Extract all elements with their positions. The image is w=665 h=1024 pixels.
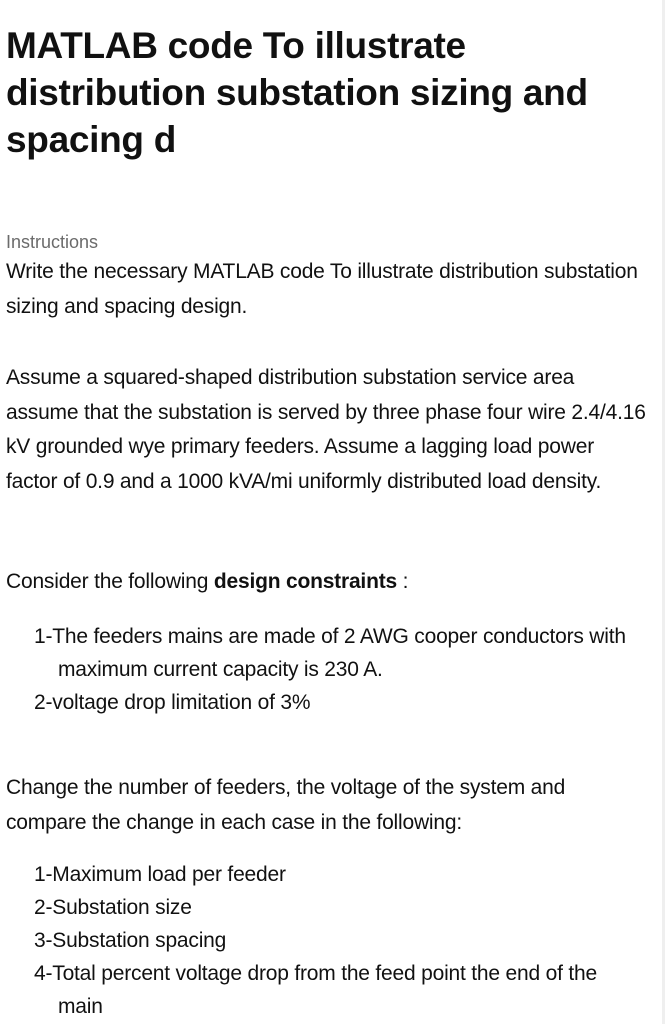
instructions-label: Instructions (6, 232, 99, 252)
list-item: 2-Substation size (34, 896, 192, 919)
compare-list (34, 858, 644, 1023)
constraints-intro (6, 565, 646, 600)
constraints-intro-bold: design constraints (213, 570, 397, 593)
list-item: 1-Maximum load per feeder (34, 863, 286, 886)
constraints-intro-suffix: : (396, 570, 409, 593)
list-item: 4-Total percent voltage drop from the feed point the end of the main (34, 962, 597, 1018)
assumptions-paragraph: Assume a squared-shaped distribution substation service area assume that the substation is served by three phase four wire 2.4/4.16 kV grounded wye primary feeders. Assume a lagging load power factor of 0.9 and a 1000 kVA/mi uniformly distributed load density. (6, 366, 646, 493)
question-title: MATLAB code To illustrate distribution substation sizing and spacing d (6, 25, 588, 160)
constraints-intro-prefix: Consider the following (6, 570, 214, 593)
list-item: 2-voltage drop limitation of 3% (34, 691, 311, 714)
constraints-list (34, 620, 644, 719)
list-item: 1-The feeders mains are made of 2 AWG cooper conductors with maximum current capacity is 230 A. (34, 625, 626, 681)
instruction-paragraph-1: Write the necessary MATLAB code To illustrate distribution substation sizing and spacing design. (6, 260, 638, 318)
compare-paragraph: Change the number of feeders, the voltage of the system and compare the change in each case in the following: (6, 776, 566, 834)
list-item: 3-Substation spacing (34, 929, 227, 952)
